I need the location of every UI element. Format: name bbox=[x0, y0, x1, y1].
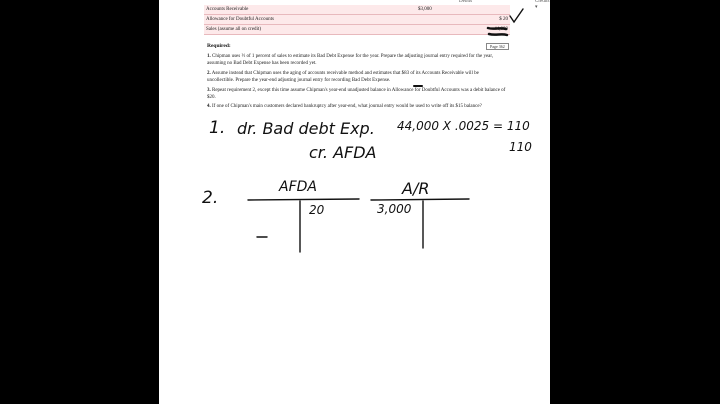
check-mark-icon bbox=[510, 9, 523, 22]
hw-afda-credit: 20 bbox=[309, 203, 325, 217]
question-number: 3. bbox=[207, 88, 211, 93]
account-name: Allowance for Doubtful Accounts bbox=[204, 15, 416, 25]
debit-amount: $3,000 bbox=[416, 5, 462, 15]
question-number: 2. bbox=[207, 71, 211, 76]
hw-amount: 110 bbox=[509, 140, 532, 154]
hw-ar-label: A/R bbox=[402, 179, 430, 198]
required-heading: Required: bbox=[207, 43, 231, 49]
question-text: Assume instead that Chipman uses the aging of accounts receivable method and estimates that $83 of its Accounts Receivable will be uncollectible. Prepare the year-end adjusting journal entry for recording Bad Debt Expense. bbox=[207, 71, 479, 83]
debits-header: Debits bbox=[459, 0, 473, 4]
question-number: 1. bbox=[207, 54, 211, 59]
question-text: If one of Chipman's main customers declared bankruptcy after year-end, what journal entry would be used to write off its $15 balance? bbox=[212, 104, 482, 109]
underline-scribble bbox=[489, 34, 507, 35]
ar-t-line bbox=[371, 199, 469, 200]
account-name: Accounts Receivable bbox=[204, 5, 416, 15]
question-text: Chipman uses ½ of 1 percent of sales to estimate its Bad Debt Expense for the year. Prepare the adjusting journal entry required for the year, assuming no Bad Debt Expense has been recorded yet. bbox=[207, 54, 494, 66]
document-page bbox=[159, 0, 550, 404]
credit-amount: 44,000 bbox=[462, 25, 510, 35]
hw-answer-2-number: 2. bbox=[202, 188, 219, 208]
account-name: Sales (assume all on credit) bbox=[204, 25, 416, 35]
hw-debit-entry: dr. Bad debt Exp. bbox=[237, 119, 375, 138]
page-reference: Page 362 bbox=[486, 43, 509, 50]
afda-t-line bbox=[248, 199, 359, 200]
credit-amount: $ 20 bbox=[462, 15, 510, 25]
underline-scribble bbox=[488, 28, 506, 29]
hw-afda-label: AFDA bbox=[279, 179, 317, 195]
question-number: 4. bbox=[207, 104, 211, 109]
credits-header: Credits ▾ bbox=[535, 0, 550, 10]
hw-credit-entry: cr. AFDA bbox=[309, 143, 377, 162]
hw-ar-debit: 3,000 bbox=[377, 202, 412, 216]
hw-calculation: 44,000 X .0025 = 110 bbox=[397, 119, 530, 133]
hw-answer-1-number: 1. bbox=[209, 118, 226, 138]
question-text: Repeat requirement 2, except this time assume Chipman's year-end unadjusted balance in Allowance for Doubtful Accounts was a debit balance of $20. bbox=[207, 88, 506, 100]
